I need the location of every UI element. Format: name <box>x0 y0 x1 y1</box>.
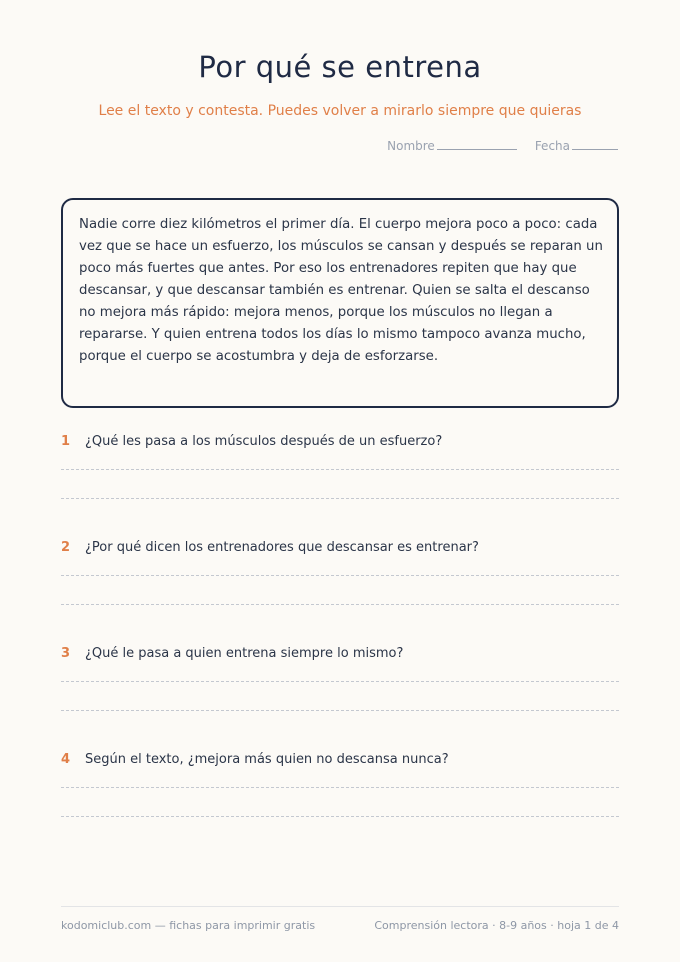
question-text: ¿Qué le pasa a quien entrena siempre lo mismo? <box>85 646 404 661</box>
answer-line[interactable] <box>61 787 619 788</box>
name-field[interactable] <box>387 139 517 153</box>
answer-line[interactable] <box>61 710 619 711</box>
question-number: 1 <box>61 434 71 449</box>
answer-line[interactable] <box>61 816 619 817</box>
date-blank <box>572 139 618 150</box>
footer-divider <box>61 906 619 907</box>
footer-info: Comprensión lectora · 8-9 años · hoja 1 de 4 <box>374 919 619 932</box>
question-2 <box>61 540 619 605</box>
question-text: ¿Por qué dicen los entrenadores que descansar es entrenar? <box>85 540 479 555</box>
answer-line[interactable] <box>61 469 619 470</box>
answer-line[interactable] <box>61 575 619 576</box>
question-number: 4 <box>61 752 71 767</box>
instructions: Lee el texto y contesta. Puedes volver a mirarlo siempre que quieras <box>98 103 582 119</box>
page-title: Por qué se entrena <box>198 50 482 84</box>
footer-site: kodomiclub.com — fichas para imprimir gratis <box>61 919 316 932</box>
question-1 <box>61 434 619 499</box>
answer-line[interactable] <box>61 498 619 499</box>
date-field[interactable] <box>535 139 618 153</box>
date-label: Fecha <box>534 139 570 153</box>
name-date-fields <box>387 139 618 153</box>
question-number: 2 <box>61 540 71 555</box>
question-text: Según el texto, ¿mejora más quien no descansa nunca? <box>85 752 449 767</box>
answer-line[interactable] <box>61 681 619 682</box>
reading-passage: Nadie corre diez kilómetros el primer día. El cuerpo mejora poco a poco: cada vez que se hace un esfuerzo, los músculos se cansan y después se reparan un poco más fuertes que antes. Por eso los entrenadores repiten que hay que descansar, y que descansar también es entrenar. Quien se salta el descanso no mejora más rápido: mejora menos, porque los músculos no llegan a repararse. Y quien entrena todos los días lo mismo tampoco avanza mucho, porque el cuerpo se acostumbra y deja de esforzarse. <box>61 198 619 408</box>
question-text: ¿Qué les pasa a los músculos después de un esfuerzo? <box>85 434 443 449</box>
answer-line[interactable] <box>61 604 619 605</box>
name-label: Nombre <box>387 139 435 153</box>
question-number: 3 <box>61 646 71 661</box>
question-4 <box>61 752 619 817</box>
name-blank <box>437 139 517 150</box>
question-3 <box>61 646 619 711</box>
